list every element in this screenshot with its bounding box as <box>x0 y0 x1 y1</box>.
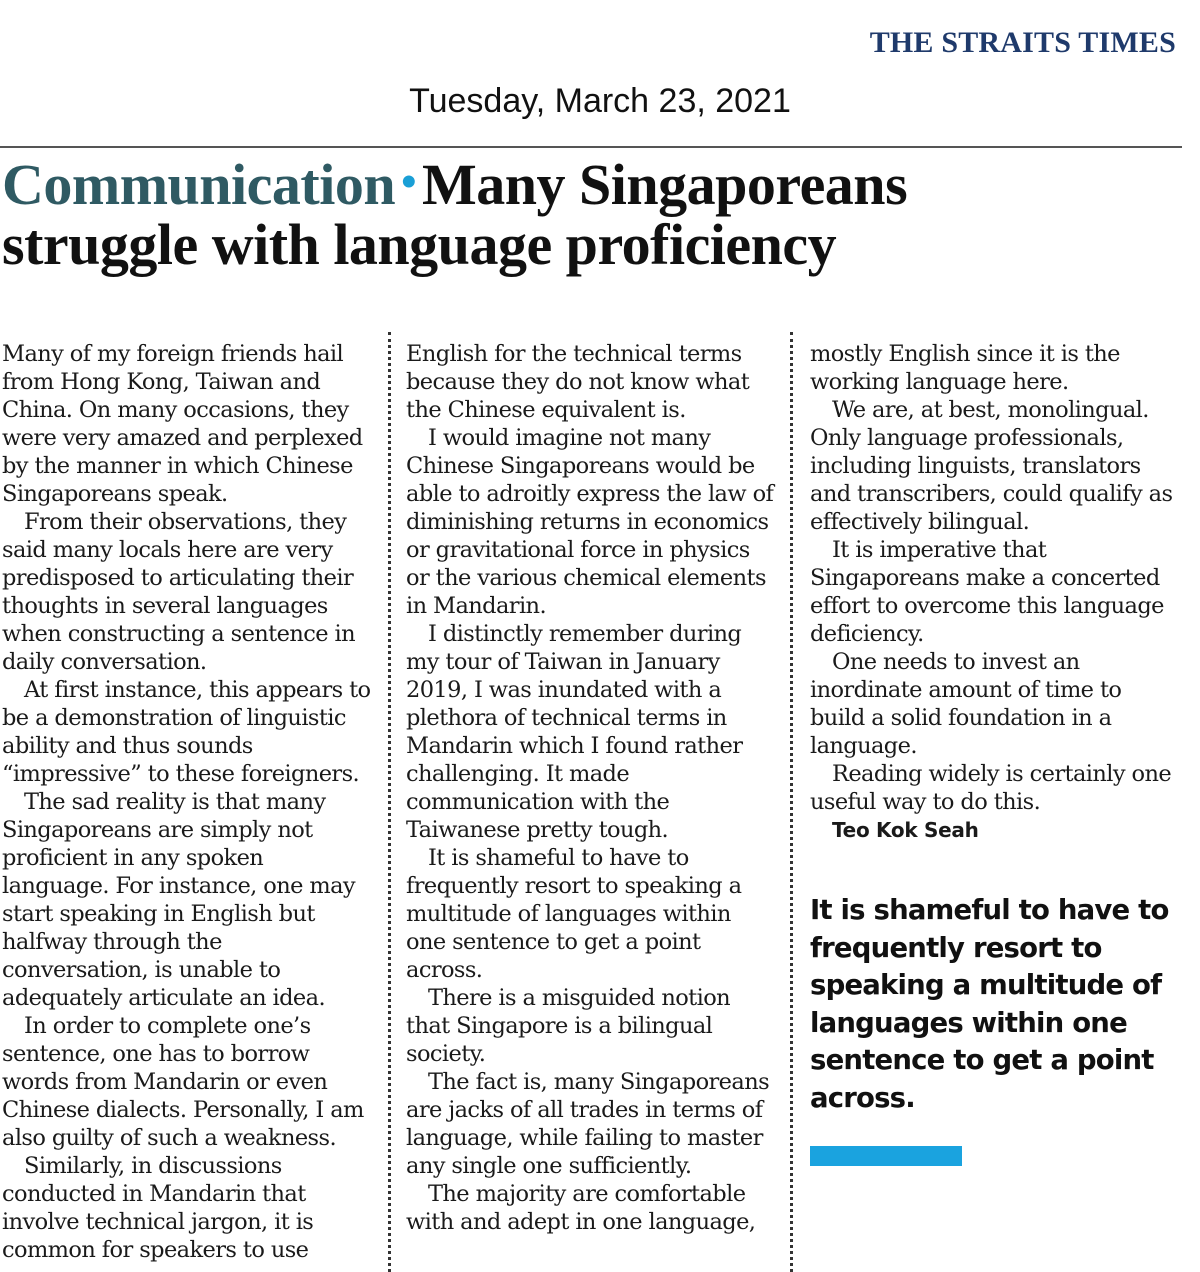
headline-title: Many Singaporeans struggle with language proficiency <box>2 152 908 277</box>
paragraph: One needs to invest an inordinate amount of time to build a solid foundation in a language. <box>810 649 1122 759</box>
paragraph: Reading widely is certainly one useful way to do this. <box>810 761 1172 815</box>
headline-kicker: Communication <box>2 152 396 217</box>
paragraph: We are, at best, monolingual. Only language professionals, including linguists, translators and transcribers, could qualify as effectively bilingual. <box>810 397 1173 535</box>
paragraph: The sad reality is that many Singaporeans are simply not proficient in any spoken language. For instance, one may start speaking in English but halfway through the conversation, is unable to adequately articulate an idea. <box>2 789 356 1011</box>
paragraph: In order to complete one’s sentence, one has to borrow words from Mandarin or even Chinese dialects. Personally, I am also guilty of such a weakness. <box>2 1013 364 1151</box>
author-byline: Teo Kok Seah <box>832 818 979 842</box>
masthead-logo: THE STRAITS TIMES <box>869 26 1176 59</box>
column-divider <box>790 332 793 1272</box>
paragraph: Similarly, in discussions conducted in Mandarin that involve technical jargon, it is common for speakers to use <box>2 1153 314 1263</box>
paragraph: There is a misguided notion that Singapore is a bilingual society. <box>406 985 731 1067</box>
headline <box>2 152 1002 275</box>
pull-quote-accent-bar <box>810 1146 962 1166</box>
paragraph: The fact is, many Singaporeans are jacks of all trades in terms of language, while failing to master any single one sufficiently. <box>406 1069 770 1179</box>
article-column-3 <box>810 340 1176 844</box>
column-divider <box>388 332 391 1272</box>
paragraph: It is imperative that Singaporeans make a concerted effort to overcome this language deficiency. <box>810 537 1164 647</box>
paragraph: From their observations, they said many locals here are very predisposed to articulating their thoughts in several languages when constructing a sentence in daily conversation. <box>2 509 355 675</box>
paragraph: At first instance, this appears to be a demonstration of linguistic ability and thus sounds “impressive” to these foreigners. <box>2 677 371 787</box>
paragraph: The majority are comfortable with and adept in one language, <box>406 1181 756 1235</box>
pull-quote: It is shameful to have to frequently resort to speaking a multitude of languages within one sentence to get a point across. <box>810 894 1169 1114</box>
header-rule <box>0 146 1182 148</box>
headline-separator: • <box>401 157 416 206</box>
paragraph: I distinctly remember during my tour of Taiwan in January 2019, I was inundated with a plethora of technical terms in Mandarin which I found rather challenging. It made communication with the Taiwanese pretty tough. <box>406 621 743 843</box>
article-column-1 <box>2 340 374 1264</box>
paragraph: I would imagine not many Chinese Singaporeans would be able to adroitly express the law of diminishing returns in economics or gravitational force in physics or the various chemical elements in Mandarin. <box>406 425 774 619</box>
paragraph: English for the technical terms because they do not know what the Chinese equivalent is. <box>406 341 750 423</box>
paragraph: It is shameful to have to frequently resort to speaking a multitude of languages within one sentence to get a point across. <box>406 845 742 983</box>
publication-date: Tuesday, March 23, 2021 <box>409 82 791 120</box>
paragraph: Many of my foreign friends hail from Hong Kong, Taiwan and China. On many occasions, they were very amazed and perplexed by the manner in which Chinese Singaporeans speak. <box>2 341 363 507</box>
article-column-2 <box>406 340 774 1236</box>
paragraph: mostly English since it is the working language here. <box>810 341 1120 395</box>
